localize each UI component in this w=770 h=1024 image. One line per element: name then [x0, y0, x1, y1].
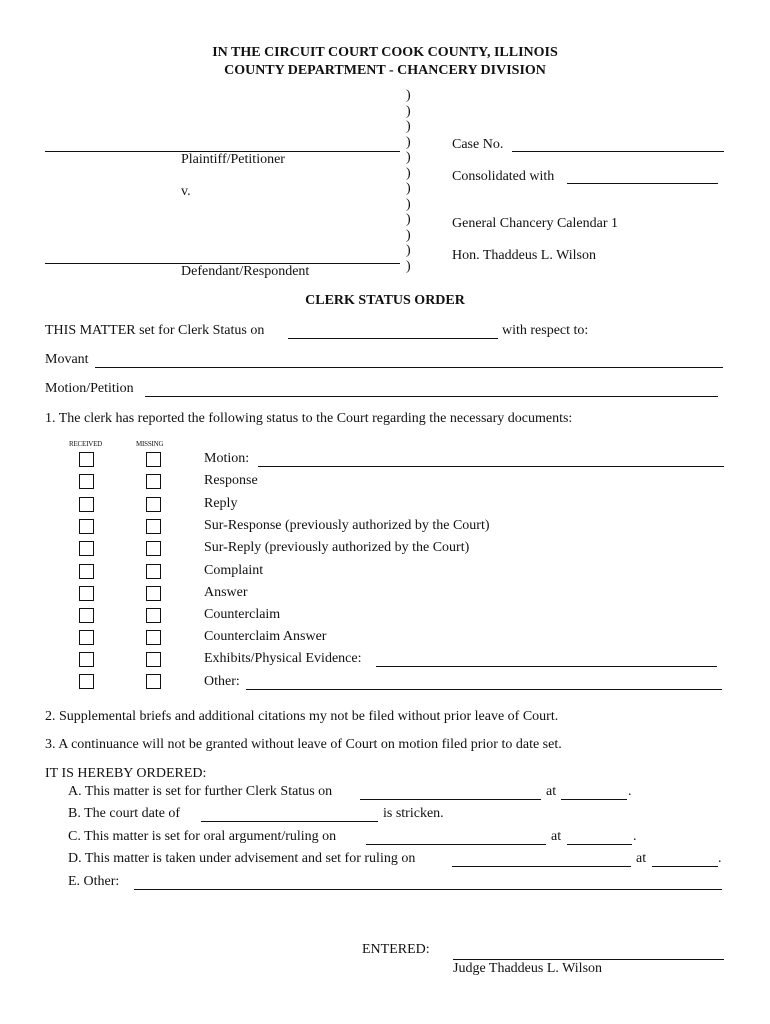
doc-label-reply: Reply	[204, 496, 238, 511]
judge-label: Hon. Thaddeus L. Wilson	[452, 248, 596, 263]
intro-text: THIS MATTER set for Clerk Status on	[45, 323, 265, 338]
missing-checkbox[interactable]	[146, 497, 161, 512]
case-no-label: Case No.	[452, 137, 504, 152]
received-checkbox[interactable]	[79, 586, 94, 601]
doc-label-counterclaim-answer: Counterclaim Answer	[204, 629, 327, 644]
division-title: COUNTY DEPARTMENT - CHANCERY DIVISION	[224, 63, 546, 78]
court-title: IN THE CIRCUIT COURT COOK COUNTY, ILLINOIS	[212, 45, 558, 60]
received-checkbox[interactable]	[79, 497, 94, 512]
order-d: D. This matter is taken under advisement and set for ruling on	[68, 851, 416, 866]
motion-petition-label: Motion/Petition	[45, 381, 134, 396]
order-d-time-field[interactable]	[652, 866, 718, 867]
doc-label-response: Response	[204, 473, 258, 488]
missing-checkbox[interactable]	[146, 519, 161, 534]
judge-signature-name: Judge Thaddeus L. Wilson	[453, 961, 603, 976]
received-checkbox[interactable]	[79, 452, 94, 467]
motion-petition-field[interactable]	[145, 396, 718, 397]
order-a: A. This matter is set for further Clerk Status on	[68, 784, 333, 799]
order-b: B. The court date of	[68, 806, 181, 821]
doc-label-exhibits: Exhibits/Physical Evidence:	[204, 651, 362, 666]
missing-checkbox[interactable]	[146, 474, 161, 489]
doc-label-answer: Answer	[204, 585, 248, 600]
missing-checkbox[interactable]	[146, 564, 161, 579]
signature-line[interactable]	[453, 959, 724, 960]
order-c-date-field[interactable]	[366, 844, 546, 845]
missing-column-header: MISSING	[136, 440, 164, 448]
received-checkbox[interactable]	[79, 474, 94, 489]
calendar-label: General Chancery Calendar 1	[452, 216, 618, 231]
missing-checkbox[interactable]	[146, 586, 161, 601]
consolidated-field[interactable]	[567, 183, 718, 184]
entered-label: ENTERED:	[362, 942, 430, 957]
order-d-period: .	[718, 851, 722, 866]
consolidated-label: Consolidated with	[452, 169, 555, 184]
order-e-field[interactable]	[134, 889, 722, 890]
received-checkbox[interactable]	[79, 652, 94, 667]
received-checkbox[interactable]	[79, 608, 94, 623]
missing-checkbox[interactable]	[146, 608, 161, 623]
received-checkbox[interactable]	[79, 674, 94, 689]
order-e: E. Other:	[68, 874, 120, 889]
order-b-date-field[interactable]	[201, 821, 378, 822]
movant-label: Movant	[45, 352, 89, 367]
doc-label-sur-reply: Sur-Reply (previously authorized by the Court)	[204, 540, 470, 555]
order-b-end: is stricken.	[383, 806, 444, 821]
order-a-period: .	[628, 784, 632, 799]
received-checkbox[interactable]	[79, 519, 94, 534]
motion-field[interactable]	[258, 466, 724, 467]
movant-field[interactable]	[95, 367, 723, 368]
order-d-date-field[interactable]	[452, 866, 631, 867]
plaintiff-label: Plaintiff/Petitioner	[181, 152, 285, 167]
missing-checkbox[interactable]	[146, 452, 161, 467]
order-title: CLERK STATUS ORDER	[305, 293, 465, 308]
order-c: C. This matter is set for oral argument/ruling on	[68, 829, 337, 844]
versus-label: v.	[181, 184, 191, 199]
order-a-time-field[interactable]	[561, 799, 627, 800]
missing-checkbox[interactable]	[146, 541, 161, 556]
missing-checkbox[interactable]	[146, 630, 161, 645]
item-2: 2. Supplemental briefs and additional citations my not be filed without prior leave of Court.	[45, 709, 559, 724]
missing-checkbox[interactable]	[146, 652, 161, 667]
clerk-status-date-field[interactable]	[288, 338, 498, 339]
other-document-field[interactable]	[246, 689, 722, 690]
ordered-heading: IT IS HEREBY ORDERED:	[45, 766, 207, 781]
exhibits-field[interactable]	[376, 666, 717, 667]
missing-checkbox[interactable]	[146, 674, 161, 689]
order-c-period: .	[633, 829, 637, 844]
order-a-at: at	[546, 784, 557, 799]
received-checkbox[interactable]	[79, 541, 94, 556]
doc-label-other: Other:	[204, 674, 240, 689]
doc-label-motion: Motion:	[204, 451, 250, 466]
received-checkbox[interactable]	[79, 564, 94, 579]
order-c-time-field[interactable]	[567, 844, 632, 845]
caption-parens: ) ) ) ) ) ) ) ) ) ) ) )	[406, 88, 411, 274]
item-3: 3. A continuance will not be granted without leave of Court on motion filed prior to date set.	[45, 737, 562, 752]
defendant-label: Defendant/Respondent	[181, 264, 310, 279]
order-a-date-field[interactable]	[360, 799, 541, 800]
order-d-at: at	[636, 851, 647, 866]
intro-text-end: with respect to:	[502, 323, 589, 338]
order-c-at: at	[551, 829, 562, 844]
case-no-field[interactable]	[512, 151, 724, 152]
item-1: 1. The clerk has reported the following status to the Court regarding the necessary documents:	[45, 411, 573, 426]
doc-label-counterclaim: Counterclaim	[204, 607, 281, 622]
received-column-header: RECEIVED	[69, 440, 103, 448]
received-checkbox[interactable]	[79, 630, 94, 645]
doc-label-sur-response: Sur-Response (previously authorized by the Court)	[204, 518, 490, 533]
doc-label-complaint: Complaint	[204, 563, 264, 578]
